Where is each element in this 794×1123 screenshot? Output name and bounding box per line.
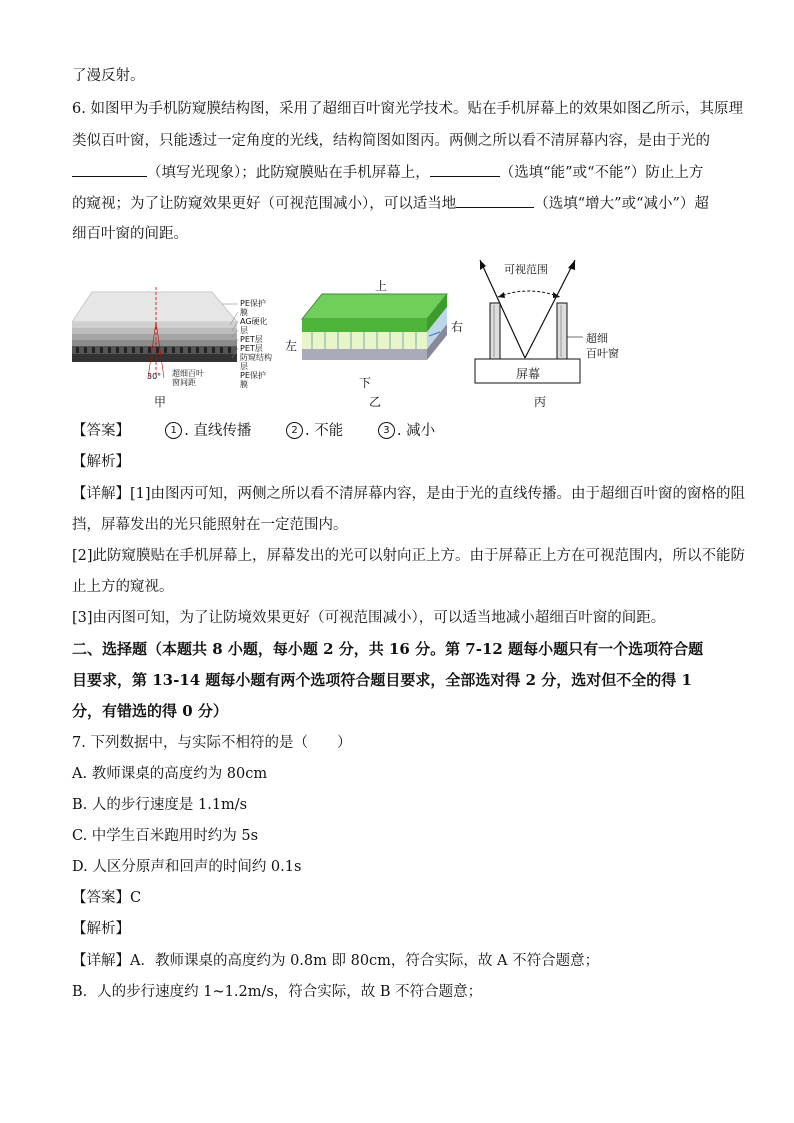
text-line: 了漫反射。 [72, 68, 145, 84]
option-b[interactable]: B. 人的步行速度是 1.1m/s [72, 797, 248, 813]
label-top: 上 [375, 279, 388, 293]
detail-7-line-2: B．人的步行速度约 1~1.2m/s，符合实际，故 B 不符合题意； [72, 984, 483, 1000]
layer-label: 防窥结构层 [240, 353, 272, 371]
answer-item [286, 423, 343, 439]
question-6-line-1: 6. 如图甲为手机防窥膜结构图，采用了超细百叶窗光学技术。贴在手机屏幕上的效果如图乙所示，其原理 [72, 101, 743, 117]
answer-blank-2[interactable] [430, 162, 500, 177]
figure-jia [72, 282, 272, 407]
answer-blank-3[interactable] [456, 193, 534, 208]
detail-6-line-3: [2]此防窥膜贴在手机屏幕上，屏幕发出的光可以射向正上方。由于屏幕正上方在可视范围内，所以不能防 [72, 548, 746, 564]
layer-label: PET层 [240, 344, 263, 353]
figure-bing [470, 255, 630, 390]
spacing-note [172, 369, 204, 387]
section-2-heading-line-2: 目要求，第 13-14 题每小题有两个选项符合题目要求，全部选对得 2 分，选对但不全的得 1 [72, 671, 692, 689]
blind-structure-diagram [470, 255, 630, 390]
section-2-heading-line-1: 二、选择题（本题共 8 小题，每小题 2 分，共 16 分。第 7-12 题每小题只有一个选项符合题 [72, 640, 704, 658]
answer-text: . 减小 [396, 423, 436, 439]
detail-6-line-2: 挡，屏幕发出的光只能照射在一定范围内。 [72, 517, 348, 533]
answer-item [378, 423, 435, 439]
text-span: 的窥视；为了让防窥效果更好（可视范围减小），可以适当地 [72, 196, 457, 212]
layer-label: PE保护膜 [240, 299, 266, 317]
detail-6-line-1: 【详解】[1]由图丙可知，两侧之所以看不清屏幕内容，是由于光的直线传播。由于超细百叶窗的窗格的阻 [72, 486, 746, 502]
answer-text: . 直线传播 [184, 423, 252, 439]
note-line: 窗间距 [172, 378, 196, 387]
question-6-line-3 [72, 162, 703, 183]
label-bottom: 下 [359, 376, 372, 390]
question-6-line-5: 细百叶窗的间距。 [72, 226, 188, 242]
viewing-range-label: 可视范围 [504, 263, 548, 276]
label-left: 左 [285, 339, 298, 353]
answer-6 [72, 421, 465, 441]
section-2-heading-line-3: 分，有错选的得 0 分） [72, 702, 228, 720]
circled-number: 2 [286, 422, 303, 439]
answer-label: 【答案】 [72, 423, 130, 439]
caption-bing: 丙 [533, 395, 546, 409]
text-span: （选填“增大”或“减小”）超 [534, 196, 709, 212]
option-c[interactable]: C. 中学生百米跑用时约为 5s [72, 828, 259, 844]
text-span: （选填“能”或“不能”）防止上方 [499, 165, 704, 181]
blind-label [586, 331, 619, 361]
blind-label-line: 百叶窗 [586, 347, 619, 360]
blind-label-line: 超细 [586, 332, 608, 345]
option-a[interactable]: A. 教师课桌的高度约为 80cm [72, 766, 268, 782]
screen-label: 屏幕 [516, 367, 541, 381]
text-span: （填写光现象）；此防窥膜贴在手机屏幕上， [147, 165, 430, 181]
analysis-7-label: 【解析】 [72, 921, 130, 937]
answer-text: . 不能 [305, 423, 344, 439]
circled-number: 1 [165, 422, 182, 439]
detail-6-line-5: [3]由丙图可知，为了让防境效果更好（可视范围减小），可以适当地减小超细百叶窗的间距。 [72, 610, 666, 626]
angle-label: 30° [147, 372, 162, 381]
question-6-line-4 [72, 193, 709, 214]
option-d[interactable]: D. 人区分原声和回声的时间约 0.1s [72, 859, 302, 875]
layer-label: AG硬化层 [240, 317, 268, 335]
answer-blank-1[interactable] [72, 162, 147, 177]
caption-jia: 甲 [153, 395, 166, 409]
circled-number: 3 [378, 422, 395, 439]
question-7-stem: 7. 下列数据中，与实际不相符的是（ ） [72, 735, 352, 751]
question-6-line-2: 类似百叶窗，只能透过一定角度的光线，结构简图如图丙。两侧之所以看不清屏幕内容，是由于光的 [72, 133, 710, 149]
layer-label: PET层 [240, 335, 263, 344]
note-line: 超细百叶 [172, 369, 204, 378]
answer-item [165, 423, 251, 439]
answer-7: 【答案】C [72, 890, 142, 906]
label-right: 右 [451, 320, 464, 334]
detail-6-line-4: 止上方的窥视。 [72, 579, 174, 595]
layer-label: PE保护膜 [240, 371, 266, 389]
detail-7-line-1: 【详解】A．教师课桌的高度约为 0.8m 即 80cm，符合实际，故 A 不符合题意； [72, 953, 600, 969]
caption-yi: 乙 [368, 395, 381, 409]
figure-yi [282, 274, 472, 404]
analysis-label: 【解析】 [72, 454, 130, 470]
